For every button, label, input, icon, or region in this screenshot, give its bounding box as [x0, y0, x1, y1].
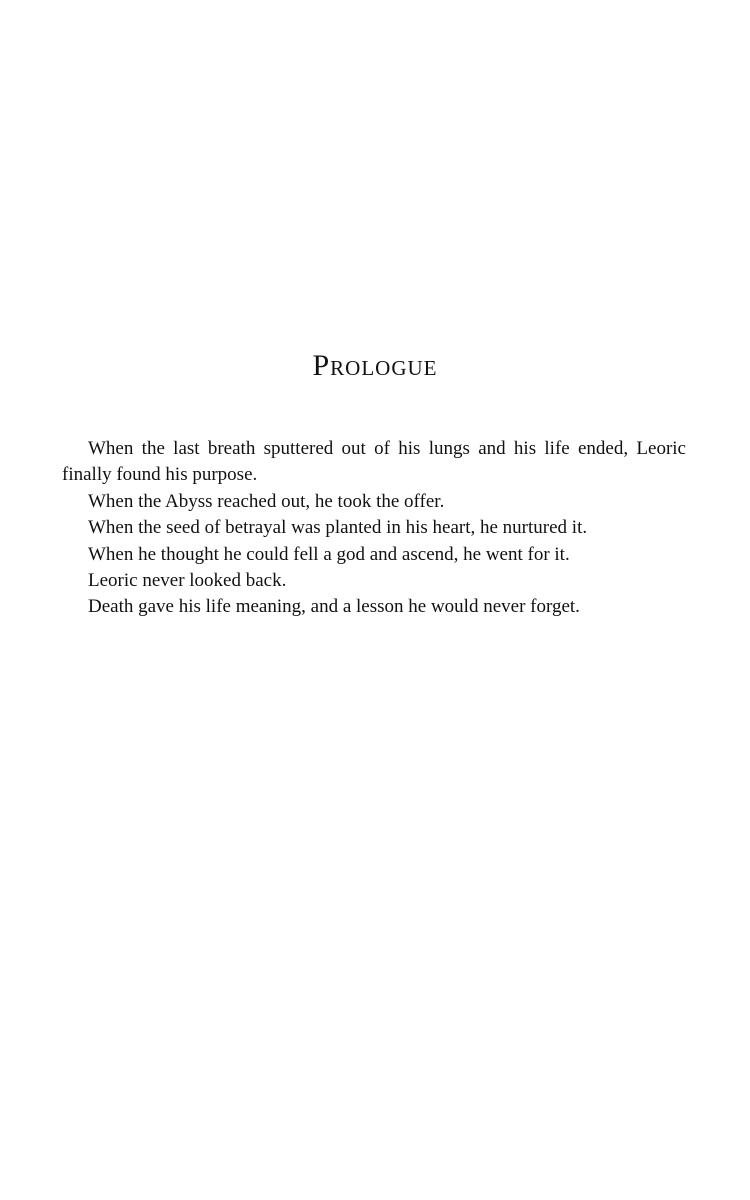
paragraph: When the last breath sputtered out of his lungs and his life ended, Leoric finally found his purpose.	[62, 438, 686, 486]
chapter-title: Prologue	[312, 349, 438, 382]
paragraph: Leoric never looked back.	[88, 570, 287, 592]
prologue-text	[62, 436, 686, 621]
paragraph: When the Abyss reached out, he took the offer.	[88, 490, 445, 512]
paragraph: When the seed of betrayal was planted in his heart, he nurtured it.	[88, 517, 588, 539]
paragraph: When he thought he could fell a god and ascend, he went for it.	[88, 543, 570, 565]
paragraph: Death gave his life meaning, and a lesson he would never forget.	[88, 596, 580, 618]
